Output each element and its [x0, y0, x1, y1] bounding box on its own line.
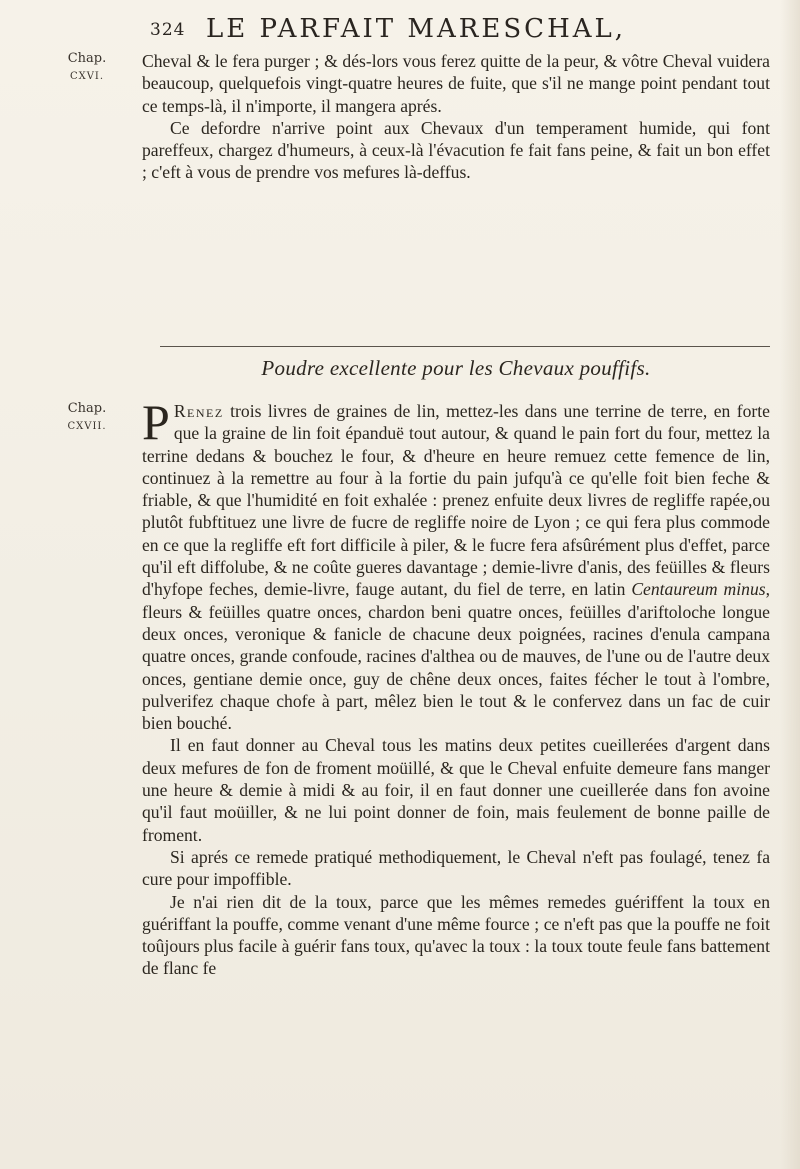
margin-note-chapter-116 — [62, 50, 112, 86]
opening-text: trois livres de graines de lin, mettez-les dans une terrine de terre, en forte que la graine de lin foit épanduë tout autour, & quand le pain fort du four, mettez la terrine dedans & bouchez le four, & d'heure en heure remuez cette femence de lin, continuez à la remettre au four à la fortie du pain jufqu'à ce qu'elle foit bien feche & friable, & que l'humidité en foit exhalée : prenez enfuite deux livres de regliffe rapée,ou plutôt fubftituez une livre de fucre de regliffe noire de Lyon ; ce qui fera plus commode en ce que la regliffe eft fort difficile à piler, & le fucre fera afsûrément plus d'effet, parce qu'il eft diffolube, & ne coûte gueres davantage ; demie-livre d'anis, des feüilles & fleurs d'hyfope feches, demie-livre, fauge autant, du fiel de terre, en latin — [142, 401, 770, 600]
margin-note-number: CXVII. — [67, 421, 107, 432]
chapter-116-text — [142, 50, 770, 184]
opening-word: Renez — [173, 401, 224, 421]
margin-note-chapter-117 — [62, 400, 112, 436]
opening-text-tail: , fleurs & feüilles quatre onces, chardon beni quatre onces, feüilles d'ariftoloche longue deux onces, veronique & fanicle de chacune deux poignées, racines d'enula campana quatre onces, grande confoude, racines d'althea ou de mauves, de l'une ou de l'autre deux onces, gentiane demie once, guy de chêne deux onces, faites fécher le tout à l'ombre, pulverifez chaque chofe à part, mêlez bien le tout & le confervez dans un fac de cuir bien bouché. — [142, 579, 770, 734]
paragraph: Il en faut donner au Cheval tous les matins deux petites cueillerées d'argent dans deux mefures de fon de froment moüillé, & que le Cheval enfuite demeure fans manger une heure & demie à midi & au foir, il en faut donner une cueillerée dans fon avoine qu'il faut moüiller, & ne lui point donner de foin, mais feulement de bonne paille de froment. — [142, 735, 770, 845]
paragraph: Je n'ai rien dit de la toux, parce que les mêmes remedes guériffent la toux en guériffant la pouffe, comme venant d'une même fource ; ce n'eft pas que la pouffe ne foit toûjours plus facile à guérir fans toux, qu'avec la toux : la toux toute feule fans battement de flanc fe — [142, 891, 770, 979]
paragraph: Ce defordre n'arrive point aux Chevaux d'un temperament humide, qui font pareffeux, chargez d'humeurs, à ceux-là l'évacution fe fait fans peine, & fait un bon effet ; c'eft à vous de prendre vos mefures là-deffus. — [142, 117, 770, 183]
opening-paragraph — [142, 394, 770, 734]
margin-note-label: Chap. — [67, 401, 107, 416]
page-edge-shading — [780, 0, 800, 1169]
drop-cap: P — [142, 394, 170, 450]
section-divider — [160, 346, 770, 347]
section-heading: Poudre excellente pour les Chevaux pouffifs. — [261, 356, 651, 380]
running-title: LE PARFAIT MARESCHAL, — [206, 14, 627, 44]
margin-note-number: CXVI. — [69, 71, 105, 82]
running-head — [150, 14, 750, 44]
latin-term: Centaureum minus — [631, 579, 766, 600]
chapter-117-text — [142, 394, 770, 980]
margin-note-label: Chap. — [67, 51, 107, 66]
page-number: 324 — [150, 20, 186, 40]
paragraph: Cheval & le fera purger ; & dés-lors vous ferez quitte de la peur, & vôtre Cheval vuidera beaucoup, quelquefois vingt-quatre heures de fuite, que s'il ne mange point pendant tout ce temps-là, il n'importe, il mangera aprés. — [142, 51, 770, 116]
paragraph: Si aprés ce remede pratiqué methodiquement, le Cheval n'eft pas foulagé, tenez fa cure pour impoffible. — [142, 846, 770, 890]
